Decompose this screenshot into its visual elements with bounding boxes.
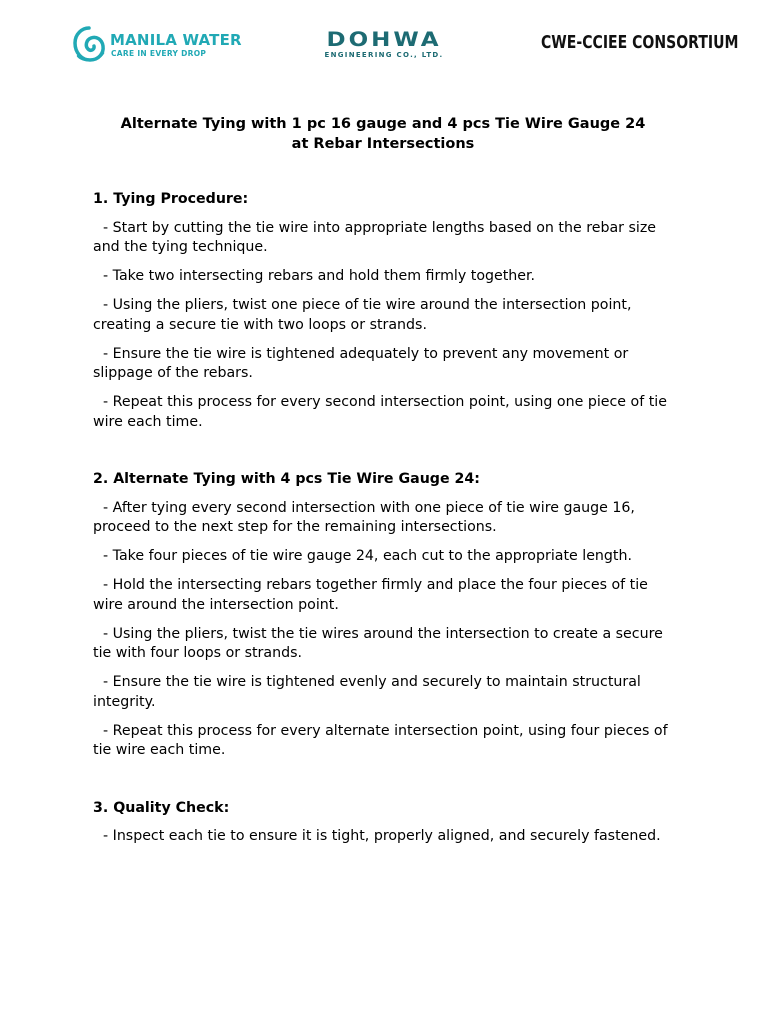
dohwa-logo (304, 28, 464, 64)
section-heading: 1. Tying Procedure: (93, 191, 249, 207)
paragraph: - Repeat this process for every alternate intersection point, using four pieces of tie wire each time. (93, 722, 668, 758)
paragraph: - Ensure the tie wire is tightened adequately to prevent any movement or slippage of the rebars. (93, 345, 629, 381)
paragraph: - Take two intersecting rebars and hold them firmly together. (103, 268, 536, 284)
manila-water-tagline: CARE IN EVERY DROP (111, 49, 207, 58)
paragraph: - Start by cutting the tie wire into appropriate lengths based on the rebar size and the tying technique. (93, 219, 657, 255)
paragraph: - Using the pliers, twist the tie wires around the intersection to create a secure tie with four loops or strands. (93, 625, 663, 661)
document-title (93, 115, 673, 154)
paragraph: - Take four pieces of tie wire gauge 24, each cut to the appropriate length. (103, 548, 632, 564)
water-drop-icon (72, 26, 106, 62)
title-line-2: at Rebar Intersections (291, 135, 475, 152)
section-heading: 2. Alternate Tying with 4 pcs Tie Wire Gauge 24: (93, 471, 480, 487)
dohwa-name: DOHWA (326, 28, 442, 52)
paragraph: - Inspect each tie to ensure it is tight, properly aligned, and securely fastened. (103, 828, 661, 844)
section-alternate-tying (93, 470, 673, 761)
paragraph: - Using the pliers, twist one piece of tie wire around the intersection point, creating a secure tie with two loops or strands. (93, 297, 632, 333)
paragraph: - Repeat this process for every second intersection point, using one piece of tie wire each time. (93, 394, 667, 430)
document-header (0, 22, 768, 72)
document-body (93, 115, 673, 885)
section-tying-procedure (93, 190, 673, 432)
section-heading: 3. Quality Check: (93, 799, 230, 816)
paragraph: - After tying every second intersection with one piece of tie wire gauge 16, proceed to the next step for the remaining intersections. (93, 499, 635, 535)
dohwa-subtitle: ENGINEERING CO., LTD. (324, 51, 444, 59)
section-quality-check (93, 799, 673, 847)
paragraph: - Hold the intersecting rebars together firmly and place the four pieces of tie wire around the intersection point. (93, 577, 648, 613)
consortium-logo: CWE-CCIEE CONSORTIUM (541, 32, 739, 53)
paragraph: - Ensure the tie wire is tightened evenly and securely to maintain structural integrity. (93, 674, 641, 710)
title-line-1: Alternate Tying with 1 pc 16 gauge and 4 pcs Tie Wire Gauge 24 (120, 116, 646, 132)
manila-water-name: MANILA WATER (110, 31, 242, 49)
